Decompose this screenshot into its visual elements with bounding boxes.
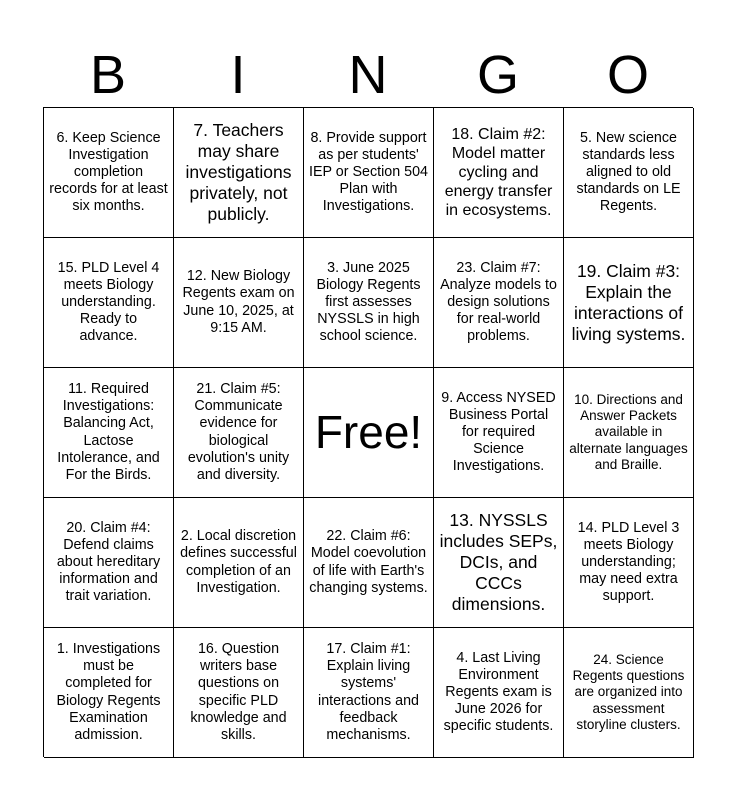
bingo-cell[interactable] [44,238,174,368]
bingo-cell-text: 24. Science Regents questions are organized into assessment storyline clusters. [572,652,685,732]
bingo-cell-text: 5. New science standards less aligned to old standards on LE Regents. [576,129,681,215]
bingo-cell-text: 20. Claim #4: Defend claims about hereditary information and trait variation. [56,519,161,605]
header-letter-b: B [89,45,127,105]
bingo-cell-text: 8. Provide support as per students' IEP or Section 504 Plan with Investigations. [309,129,428,215]
bingo-cell[interactable] [304,498,434,628]
bingo-cell-text: 3. June 2025 Biology Regents first assesses NYSSLS in high school science. [316,259,421,345]
bingo-cell-text: 4. Last Living Environment Regents exam is June 2026 for specific students. [443,649,554,735]
bingo-cell-text: 7. Teachers may share investigations privately, not publicly. [185,120,292,224]
header-letter-n: N [348,45,388,105]
bingo-cell-text: 11. Required Investigations: Balancing Act, Lactose Intolerance, and For the Birds. [57,381,160,483]
free-space-text: Free! [314,405,423,458]
bingo-cell-text: 1. Investigations must be completed for Biology Regents Examination admission. [56,641,161,743]
bingo-card-grid [43,107,693,757]
bingo-cell[interactable] [434,628,564,758]
bingo-cell[interactable] [174,368,304,498]
bingo-cell[interactable] [564,108,694,238]
bingo-cell[interactable] [174,628,304,758]
bingo-cell-text: 22. Claim #6: Model coevolution of life with Earth's changing systems. [309,528,428,596]
bingo-cell[interactable] [434,368,564,498]
bingo-cell-text: 16. Question writers base questions on specific PLD knowledge and skills. [190,641,287,743]
bingo-cell-text: 9. Access NYSED Business Portal for required Science Investigations. [441,389,556,475]
bingo-cell-text: 13. NYSSLS includes SEPs, DCIs, and CCCs dimensions. [439,510,558,614]
bingo-cell[interactable] [44,108,174,238]
bingo-cell[interactable] [174,108,304,238]
bingo-cell-text: 18. Claim #2: Model matter cycling and energy transfer in ecosystems. [444,125,553,220]
bingo-cell-text: 23. Claim #7: Analyze models to design solutions for real-world problems. [440,259,557,345]
header-letter-i: I [230,45,246,105]
header-letter-g: G [476,45,519,105]
bingo-cell[interactable] [434,498,564,628]
bingo-cell[interactable] [304,108,434,238]
bingo-free-space[interactable] [304,368,434,498]
bingo-cell[interactable] [564,628,694,758]
bingo-cell[interactable] [174,238,304,368]
bingo-cell-text: 21. Claim #5: Communicate evidence for biological evolution's unity and diversity. [187,381,290,483]
bingo-cell[interactable] [44,368,174,498]
bingo-cell-text: 2. Local discretion defines successful completion of an Investigation. [180,528,297,596]
bingo-cell[interactable] [434,238,564,368]
bingo-cell[interactable] [434,108,564,238]
bingo-cell-text: 14. PLD Level 3 meets Biology understanding; may need extra support. [577,519,680,605]
bingo-cell[interactable] [44,498,174,628]
bingo-cell[interactable] [564,498,694,628]
bingo-cell[interactable] [304,628,434,758]
bingo-cell-text: 17. Claim #1: Explain living systems' interactions and feedback mechanisms. [318,641,419,743]
bingo-cell[interactable] [564,238,694,368]
bingo-cell-text: 10. Directions and Answer Packets available in alternate languages and Braille. [569,392,688,472]
bingo-cell[interactable] [174,498,304,628]
bingo-cell[interactable] [304,238,434,368]
bingo-cell-text: 6. Keep Science Investigation completion records for at least six months. [49,129,168,215]
bingo-cell[interactable] [44,628,174,758]
header-letter-o: O [606,45,649,105]
bingo-cell-text: 12. New Biology Regents exam on June 10, 2025, at 9:15 AM. [182,268,295,336]
bingo-cell-text: 19. Claim #3: Explain the interactions of living systems. [571,260,686,344]
bingo-header [43,44,693,106]
bingo-cell[interactable] [564,368,694,498]
bingo-cell-text: 15. PLD Level 4 meets Biology understanding. Ready to advance. [57,259,160,345]
